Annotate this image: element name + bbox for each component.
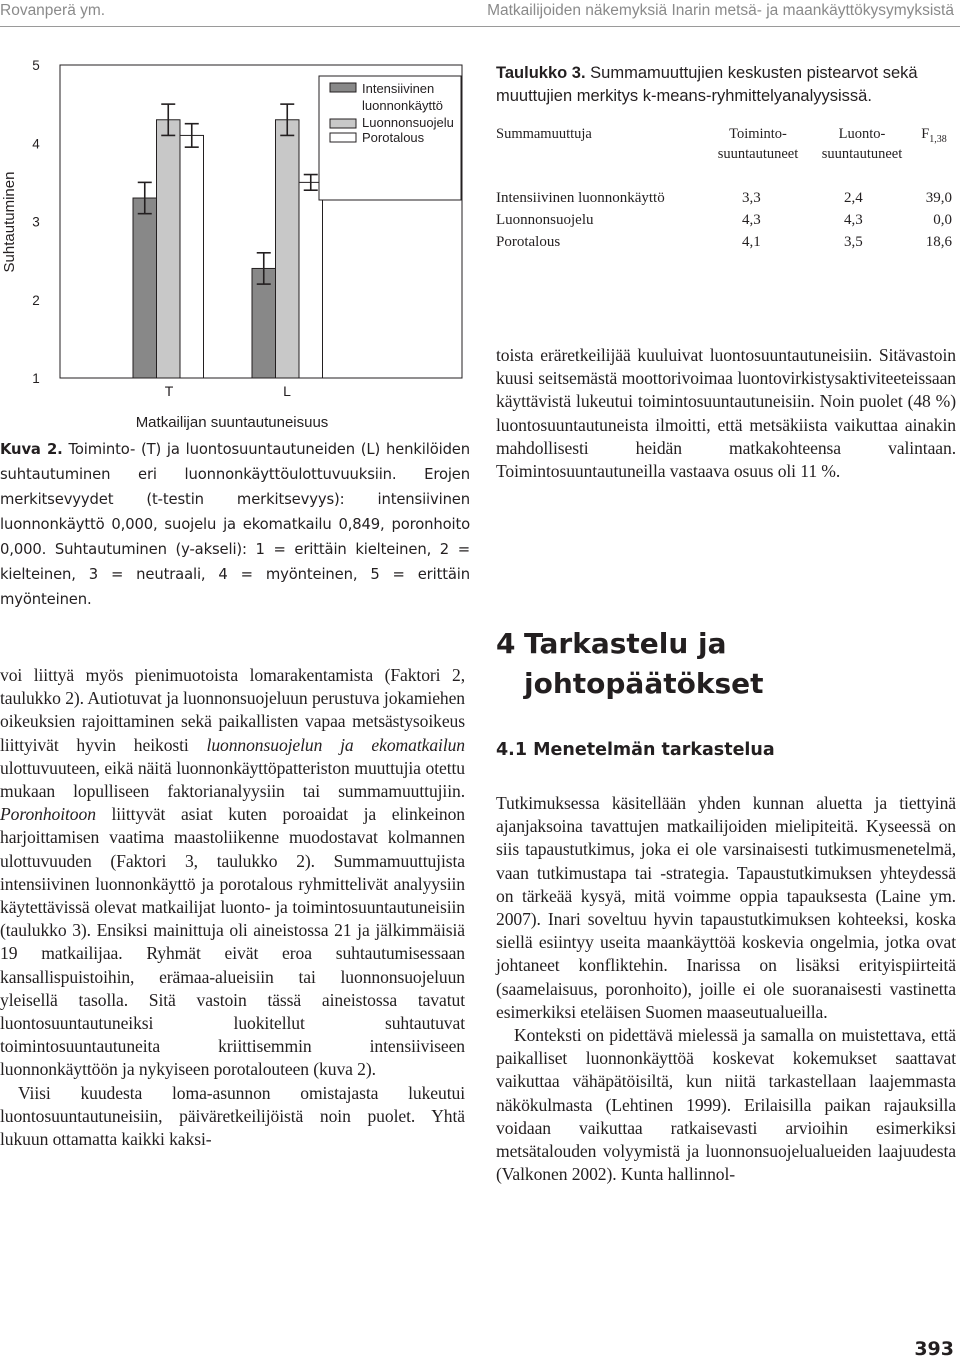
y-tick-label: 4 (32, 136, 40, 152)
table-header-row (496, 124, 952, 168)
paragraph (0, 664, 465, 1082)
text-run: voi liittyä myös pienimuotoista lomarakentamista (Faktori 2, taulukko 2). Autiotuvat ja luonnonsuojeluun perustuva jokamiehen oikeuksien rajoittaminen sekä paikallisten vapaa metsästysoikeus liittyivät hyvin heikosti (0, 665, 465, 755)
table-header-variable: Summamuuttuja (496, 126, 592, 142)
running-header-authors: Rovanperä ym. (0, 2, 106, 19)
subsection-heading: 4.1 Menetelmän tarkastelua (496, 740, 775, 760)
table-header-f (914, 124, 954, 150)
caption-text: Toiminto- (T) ja luontosuuntautuneiden (L) henkilöiden suhtautuminen eri luonnonkäyttöulottuvuuksiin. Erojen merkitsevyydet (t-testin merkitsevyys): intensiivinen luonnonkäyttö 0,000, suojelu ja ekomatkailu 0,849, poronhoito 0,000. Suhtautuminen (y-akseli): 1 = erittäin kielteinen, 2 = kielteinen, 3 = neutraali, 4 = myönteinen, 5 = erittäin myönteinen. (0, 441, 470, 608)
paragraph: Konteksti on pidettävä mielessä ja samalla on muistettava, että paikalliset luonnonkäyttöä koskevat kokemukset saattavat vaikuttaa vähäpätöisiltä, kun niitä tarkastellaan laajemmasta näkökulmasta (Lehtinen 1999). Erilaisilla paikan rajauksilla voidaan vaikuttaa ratkaisevasti arvioihin esimerkiksi metsätalouden volyymistä ja luonnonsuojelualueiden laajuudesta (Valkonen 2002). Kunta hallinnol- (496, 1025, 956, 1185)
table-cell-variable: Luonnonsuojelu (496, 212, 594, 228)
y-tick-label: 1 (32, 371, 40, 386)
y-tick-label: 2 (32, 292, 40, 308)
y-axis-label: Suhtautuminen (1, 171, 18, 273)
table-header-toiminto-line2: suuntautuneet (717, 146, 799, 162)
table-cell-f: 18,6 (925, 234, 952, 250)
table-header-luonto-line1: Luonto- (838, 126, 886, 142)
table-cell-toiminto: 3,3 (742, 190, 761, 206)
bars (133, 104, 323, 378)
running-header-title: Matkailijoiden näkemyksiä Inarin metsä- ja maankäyttökysymyksistä (487, 2, 954, 19)
legend-swatch-reindeer (330, 133, 356, 142)
text-run: liittyvät asiat kuten poroaidat ja elinkeinon harjoittamisen vaatima maastoliikenne muodostavat kolmannen ulottuvuuden (Faktori 3, taulukko 2). Summamuuttujista intensiivinen luonnonkäyttö ja porotalous ryhmittelivät analyysiin käytettävissä olevat matkailijat luonto- ja toimintosuuntautuneisiin (taulukko 3). Ensiksi mainittuja oli aineistossa 21 ja jälkimmäisiä 19 matkailijaa. Ryhmät eivät eroa suhtautumisessaan kansallispuistoihin, erämaa-alueisiin tai luonnonsuojeluun yleisellä tasolla. Sitä vastoin tässä aineistossa tavatut luontosuuntautuneiksi luokitellut suhtautuvat toimintosuuntautuneita kriittisemmin intensiiviseen luonnonkäyttöön ja nykyiseen porotalouteen (kuva 2). (0, 804, 465, 1080)
table-cell-f: 39,0 (925, 190, 952, 206)
section-title-line1: Tarkastelu ja (524, 627, 727, 660)
legend-swatch-conservation (330, 119, 356, 128)
figure-2-bar-chart (0, 50, 470, 435)
table-header-f-subscript: 1,38 (929, 133, 947, 145)
table-title-text: Summamuuttujien keskusten pistearvot sekä muuttujien merkitys k-means-ryhmittelyanalyysissä. (496, 64, 918, 105)
table-header-toiminto-line1: Toiminto- (729, 126, 787, 142)
bar (276, 120, 300, 378)
header-rule (0, 26, 960, 27)
x-tick-labels (165, 383, 291, 399)
table-title (496, 62, 958, 108)
bar (180, 135, 204, 378)
table-header-toiminto (698, 124, 818, 164)
table-row (496, 234, 952, 256)
table-header-luonto (802, 124, 922, 164)
table-cell-luonto: 3,5 (844, 234, 863, 250)
legend-label-1: Intensiivinen (362, 81, 435, 96)
text-run: ulottuvuuteen, eikä näitä luonnonkäyttöpatteriston muuttujia otettu mukaan lopulliseen faktorianalyysiin tai summamuuttujiin. (0, 757, 465, 802)
section-heading (496, 624, 958, 704)
legend (319, 76, 461, 200)
paragraph: Viisi kuudesta loma-asunnon omistajasta lukeutui luontosuuntautuneisiin, päiväretkeilijöistä noin puolet. Yhtä lukuun ottamatta kaikki kaksi- (0, 1082, 465, 1150)
paragraph: toista eräretkeilijää kuuluivat luontosuuntautuneisiin. Sitävastoin kuusi seitsemästä moottorivoimaa luontovirkistysaktiviteeteissaan käyttävistä lukeutui toimintosuuntautuneisiin. Noin puolet (48 %) luontosuuntautuneista ilmoitti, että metsäkiista vaikuttaa ainakin mahdollisesti heidän matkakohteensa valintaan. Toimintosuuntautuneilla vastaava osuus oli 11 %. (496, 345, 956, 482)
bar (133, 198, 157, 378)
table-cell-luonto: 2,4 (844, 190, 863, 206)
legend-label-3: Luonnonsuojelu (362, 115, 454, 130)
table-cell-variable: Intensiivinen luonnonkäyttö (496, 190, 665, 206)
left-column-text (0, 664, 465, 1151)
y-tick-labels (32, 58, 40, 386)
table-row (496, 212, 952, 234)
table-cell-luonto: 4,3 (844, 212, 863, 228)
bar (157, 120, 181, 378)
right-column-text-top (496, 344, 956, 483)
italic-run: Poronhoitoon (0, 804, 96, 825)
y-tick-label: 3 (32, 214, 40, 230)
italic-run: luonnonsuojelun ja ekomatkailun (206, 734, 465, 755)
x-tick-label: T (164, 383, 174, 399)
x-tick-label: L (283, 383, 291, 399)
table-cell-toiminto: 4,3 (742, 212, 761, 228)
table-header-luonto-line2: suuntautuneet (821, 146, 903, 162)
legend-label-2: luonnonkäyttö (362, 98, 443, 113)
figure-caption (0, 437, 470, 612)
paragraph: Tutkimuksessa käsitellään yhden kunnan aluetta ja tiettyinä ajanjaksoina tavattujen matkailijoiden mielipiteitä. Kyseessä on siis tapaustutkimus, joka ei ole varsinaisesti tutkimusmenetelmä, vaan tutkimustapa tai -strategia. Tapaustutkimuksen yhteydessä on tärkeää kysyä, mitä voimme oppia tapauksesta (Laine ym. 2007). Inari soveltuu hyvin tapaustutkimuksen kohteeksi, koska siellä esiintyy useita maankäyttöä koskevia ongelmia, jotka ovat johtaneet konfliktehin. Inarissa on lisäksi erityispiirteitä (saamelaisuus, poronhoito), joille ei ole suoranaisesti vastinetta esimerkiksi eteläisen Suomen maaseutualueilla. (496, 793, 956, 1022)
caption-label: Kuva 2. (0, 441, 63, 458)
section-number: 4 (496, 627, 516, 660)
page-number: 393 (914, 1338, 954, 1360)
x-axis-label: Matkailijan suuntautuneisuus (135, 414, 329, 431)
y-tick-label: 5 (32, 58, 40, 73)
legend-swatch-intensive (330, 83, 356, 92)
bar (299, 182, 323, 378)
table-cell-variable: Porotalous (496, 234, 561, 250)
section-title-line2: johtopäätökset (524, 667, 764, 700)
table-label: Taulukko 3. (496, 64, 586, 82)
table-header-f-letter: F (921, 126, 930, 142)
table-row (496, 190, 952, 212)
legend-label-4: Porotalous (362, 130, 425, 145)
table-cell-f: 0,0 (933, 212, 952, 228)
table-cell-toiminto: 4,1 (742, 234, 761, 250)
right-column-text-section (496, 792, 956, 1186)
